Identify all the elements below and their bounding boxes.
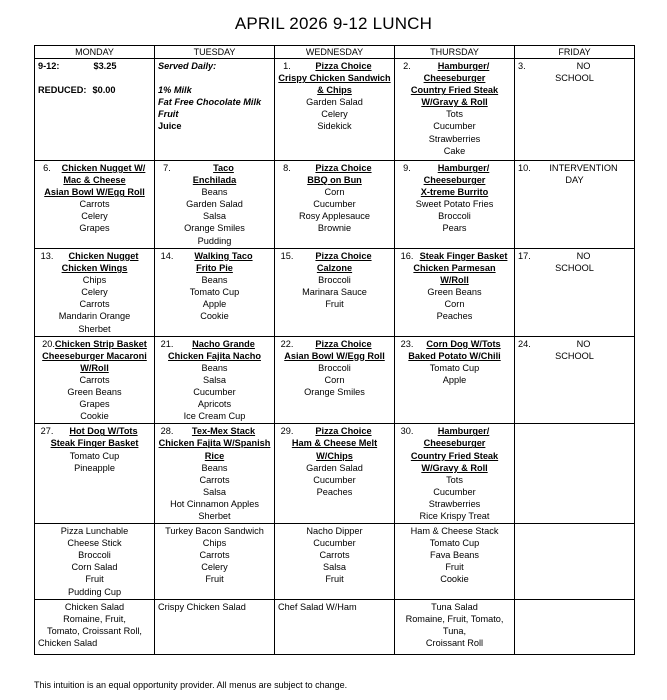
day-number: 23. [400,338,414,349]
week-row [35,59,635,161]
menu-item: Tuna, [442,625,467,636]
menu-item: Broccoli [78,550,111,561]
day-number: 20. [42,338,55,349]
menu-item: Corn Salad [71,562,118,573]
entree: Cheeseburger [423,73,486,84]
day-cell [275,161,395,249]
menu-item: 1% Milk [158,85,192,96]
day-header-wednesday: WEDNESDAY [275,46,395,59]
menu-item: Peaches [436,311,473,322]
day-cell [515,59,635,161]
menu-item: Pizza Lunchable [60,526,129,537]
menu-item: Sherbet [198,510,231,521]
empty-cell [515,524,635,600]
menu-item: Fruit [158,109,179,120]
entree: Cheeseburger [423,175,486,186]
menu-item: Tuna Salad [431,601,478,612]
menu-item: Pineapple [74,462,115,473]
day-cell [275,59,395,161]
day-number: 9. [403,163,411,173]
entree: Baked Potato W/Chili [408,350,501,361]
menu-item: Pudding Cup [67,586,122,597]
menu-item: Pears [442,223,467,234]
day-number: 13. [40,251,54,261]
price-value: $0.00 [92,85,116,96]
day-number: 1. [283,61,291,71]
menu-item: Beans [201,275,228,286]
menu-item: Cucumber [313,474,356,485]
day-number: 15. [280,251,294,261]
menu-item: Cookie [440,574,469,585]
menu-item: Sweet Potato Fries [415,199,494,210]
day-number: 6. [43,163,51,173]
menu-item: Celery [321,109,348,120]
menu-item: Fruit [325,299,344,310]
page-title: APRIL 2026 9-12 LUNCH [234,14,433,33]
menu-item: Carrots [319,550,350,561]
menu-item: Celery [81,287,108,298]
day-cell [395,424,515,524]
entree: Chicken Nugget W/ [61,163,146,173]
price-line [38,60,151,72]
entree: Pizza Choice [315,163,372,173]
day-header-monday: MONDAY [35,46,155,59]
entree: Mac & Cheese [63,175,126,186]
menu-item: Juice [158,121,182,132]
day-number: 8. [283,163,291,173]
menu-item: Chicken Salad [38,637,98,648]
menu-item: Hot Cinnamon Apples [170,498,259,509]
day-cell [155,161,275,249]
menu-item: Strawberries [428,498,481,509]
closure-note: NO [576,61,591,71]
entree: Chicken Parmesan W/Roll [413,263,496,286]
menu-item: Cookie [200,311,229,322]
day-cell [395,59,515,161]
menu-item: Apple [442,374,467,385]
alternate-cell [35,599,155,654]
menu-item: Ham & Cheese Stack [410,526,499,537]
day-cell [35,336,155,424]
entree: Chicken Strip Basket [54,338,147,349]
menu-item: Salsa [203,374,226,385]
day-cell [275,336,395,424]
week-row [35,249,635,337]
day-header-friday: FRIDAY [515,46,635,59]
closure-note: SCHOOL [555,73,594,84]
alternate-row [35,599,635,654]
day-number: 10. [518,163,531,173]
entree: Hamburger/ [437,61,490,71]
menu-item: Turkey Bacon Sandwich [165,526,264,537]
alternate-cell [275,599,395,654]
day-cell [35,424,155,524]
day-number: 3. [518,61,526,71]
menu-item: Crispy Chicken Salad [158,601,246,612]
menu-item: Grapes [79,223,110,234]
menu-item: Romaine, Fruit, [63,613,126,624]
day-cell [155,336,275,424]
menu-item: Pudding [197,235,232,246]
menu-item: Strawberries [428,133,481,144]
alternate-cell [275,524,395,600]
menu-item: Nacho Dipper [306,526,363,537]
menu-item: Beans [201,362,228,373]
menu-item: Ice Cream Cup [183,411,246,422]
day-cell [275,424,395,524]
menu-item: Broccoli [438,211,471,222]
menu-item: Croissant Roll [425,637,484,648]
entree: Asian Bowl W/Egg Roll [44,187,145,198]
entree: W/Gravy & Roll [421,462,488,473]
day-number: 27. [40,426,54,437]
entree: Ham & Cheese Melt [291,438,378,449]
entree: Corn Dog W/Tots [426,338,501,349]
entree: Pizza Choice [315,251,372,261]
alternate-cell [155,599,275,654]
day-header-tuesday: TUESDAY [155,46,275,59]
alternate-cell [395,524,515,600]
menu-item: Peaches [316,486,353,497]
week-row [35,336,635,424]
day-cell [275,249,395,337]
entree: Hamburger/ [437,426,490,437]
menu-item: Celery [81,211,108,222]
menu-item: Grapes [79,399,110,410]
entree: Enchilada [192,175,237,186]
day-number: 30. [400,426,414,437]
menu-item: Fava Beans [429,550,480,561]
entree: W/Chips [316,450,353,461]
menu-item: Rosy Applesauce [299,211,370,222]
price-value: $3.25 [93,61,117,71]
served-daily-label: Served Daily: [158,61,217,71]
menu-item: Salsa [323,562,346,573]
day-cell [155,424,275,524]
menu-item: Green Beans [427,287,482,298]
closure-note: SCHOOL [555,350,594,361]
menu-item: Apricots [197,399,232,410]
entree: Taco [213,163,234,173]
menu-item: Broccoli [318,275,351,286]
empty-cell [515,424,635,524]
menu-item: Beans [201,187,228,198]
entree: Pizza Choice [315,61,372,71]
menu-item: Garden Salad [186,199,243,210]
menu-item: Fruit [325,574,344,585]
day-number: 22. [280,338,294,349]
day-cell [515,336,635,424]
entree: Pizza Choice [315,338,372,349]
entree: Tex-Mex Stack [191,426,256,437]
menu-item: Carrots [79,374,110,385]
reduced-price-line [38,84,151,96]
footer-disclaimer: This intuition is an equal opportunity provider. All menus are subject to change. [34,680,348,690]
menu-item: Salsa [203,486,226,497]
entree: Crispy Chicken Sandwich [278,73,391,84]
day-cell [35,249,155,337]
entree: Nacho Grande [192,338,255,349]
entree: Steak Finger Basket [419,251,508,261]
menu-item: Fat Free Chocolate Milk [158,97,262,108]
entree: X-treme Burrito [420,187,489,198]
entree: Chicken Fajita W/Spanish [158,438,271,449]
day-number: 21. [160,338,174,349]
menu-item: Cucumber [313,199,356,210]
menu-item: Salsa [203,211,226,222]
closure-note: DAY [565,175,584,186]
entree: Hot Dog W/Tots [69,426,138,437]
menu-item: Tomato Cup [69,450,120,461]
menu-item: Celery [201,562,228,573]
entree: Asian Bowl W/Egg Roll [284,350,385,361]
menu-item: Chips [82,275,107,286]
entree: Chicken Fajita Nacho [168,350,261,361]
entree: & Chips [317,85,352,96]
day-cell [395,336,515,424]
served-daily-cell [155,59,275,161]
menu-item: Chips [202,538,227,549]
menu-item: Orange Smiles [184,223,245,234]
day-cell [395,249,515,337]
closure-note: SCHOOL [555,263,594,274]
menu-item: Mandarin Orange [58,311,131,322]
menu-item: Cucumber [433,486,476,497]
menu-item: Tots [446,474,463,485]
alternate-row [35,524,635,600]
menu-item: Apple [202,299,227,310]
menu-item: Carrots [79,299,110,310]
menu-item: Marinara Sauce [302,287,367,298]
menu-item: Sidekick [317,121,352,132]
menu-item: Orange Smiles [304,387,365,398]
entree: Calzone [316,263,353,274]
empty-cell [515,599,635,654]
day-cell [515,161,635,249]
entree: BBQ on Bun [307,175,362,186]
menu-item: Cucumber [433,121,476,132]
price-cell [35,59,155,161]
menu-item: Green Beans [67,387,122,398]
day-cell [155,249,275,337]
header-row [35,46,635,59]
menu-item: Tomato Cup [189,287,240,298]
menu-item: Cucumber [193,387,236,398]
menu-item: Fruit [445,562,464,573]
day-cell [35,161,155,249]
menu-item: Corn [324,374,345,385]
menu-item: Tomato Cup [429,538,480,549]
menu-item: Carrots [199,550,230,561]
entree: Country Fried Steak [410,85,499,96]
entree: Pizza Choice [315,426,372,437]
menu-item: Carrots [79,199,110,210]
day-number: 2. [403,61,411,71]
menu-item: Chicken Salad [64,601,125,612]
closure-note: NO [576,251,591,261]
day-cell [515,249,635,337]
menu-item: Fruit [205,574,224,585]
entree: Country Fried Steak [410,450,499,461]
menu-item: Corn [444,299,465,310]
menu-item: Garden Salad [306,97,363,108]
menu-item: Cucumber [313,538,356,549]
entree: Frito Pie [196,263,233,274]
day-number: 29. [280,426,294,437]
menu-item: Romaine, Fruit, Tomato, [405,613,504,624]
menu-item: Brownie [317,223,352,234]
entree: Chicken Nugget [68,251,139,261]
day-number: 28. [160,426,174,437]
day-number: 7. [163,163,171,173]
day-number: 14. [160,251,174,261]
price-label: REDUCED: [38,85,87,96]
menu-item: Carrots [199,474,230,485]
menu-item: Tomato Cup [429,362,480,373]
closure-note: INTERVENTION [549,163,618,173]
day-number: 17. [518,251,531,261]
day-header-thursday: THURSDAY [395,46,515,59]
entree: Chicken Wings [61,263,128,274]
menu-item: Garden Salad [306,462,363,473]
menu-item: Tomato, Croissant Roll, [47,625,142,636]
week-row [35,424,635,524]
price-label: 9-12: [38,61,60,71]
entree: Walking Taco [194,251,253,261]
menu-calendar [34,45,635,655]
entree: Hamburger/ [437,163,490,173]
entree: Steak Finger Basket [50,438,139,449]
entree: Cheeseburger Macaroni [42,350,147,361]
menu-item: Cheese Stick [67,538,122,549]
menu-item: Beans [201,462,228,473]
entree: Cheeseburger [423,438,486,449]
menu-item: Chef Salad W/Ham [278,601,357,612]
menu-item: Broccoli [318,362,351,373]
entree: Rice [204,450,225,461]
menu-item: Cake [443,145,466,156]
entree: W/Roll [80,362,109,373]
menu-item: Sherbet [78,323,111,334]
menu-item: Rice Krispy Treat [419,510,490,521]
day-number: 24. [518,338,531,349]
menu-item: Fruit [85,574,104,585]
alternate-cell [395,599,515,654]
alternate-cell [155,524,275,600]
week-row [35,161,635,249]
entree: W/Gravy & Roll [421,97,488,108]
day-number: 16. [400,251,414,261]
menu-item: Corn [324,187,345,198]
menu-item: Cookie [80,411,109,422]
closure-note: NO [576,338,591,349]
menu-item: Tots [446,109,463,120]
day-cell [395,161,515,249]
alternate-cell [35,524,155,600]
